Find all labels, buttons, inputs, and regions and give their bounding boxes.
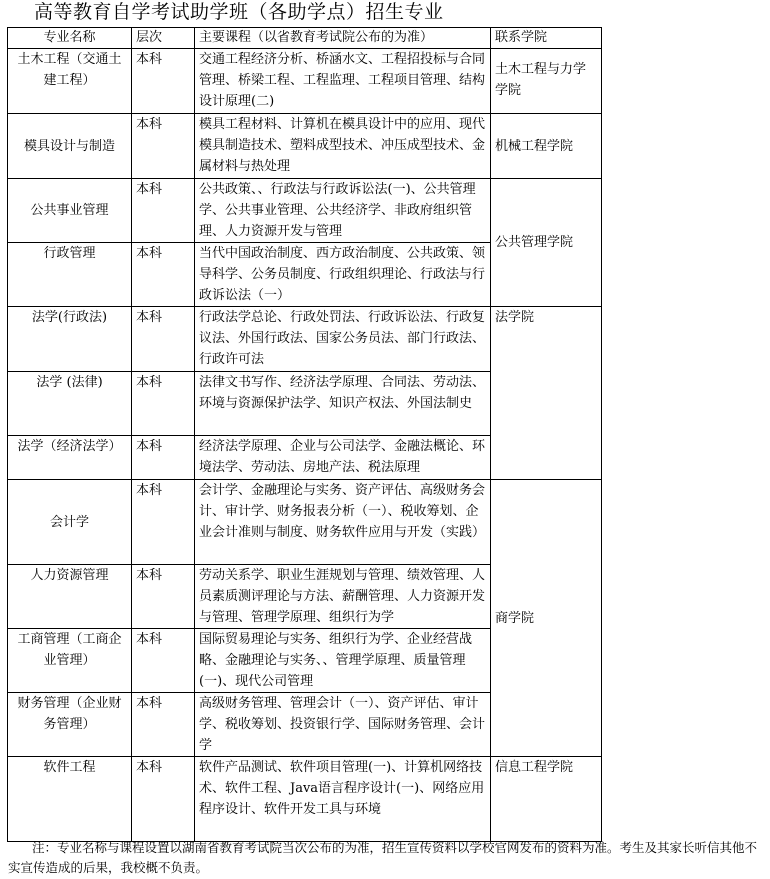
major-name: 法学 (法律) <box>8 372 132 436</box>
header-courses: 主要课程（以省教育考试院公布的为准） <box>195 28 491 49</box>
level: 本科 <box>132 307 195 372</box>
level: 本科 <box>132 49 195 114</box>
college-name: 商学院 <box>491 480 602 757</box>
level: 本科 <box>132 372 195 436</box>
major-name: 人力资源管理 <box>8 565 132 629</box>
header-college: 联系学院 <box>491 28 602 49</box>
table-header-row <box>8 28 602 49</box>
majors-table <box>7 27 602 842</box>
header-major: 专业名称 <box>8 28 132 49</box>
header-level: 层次 <box>132 28 195 49</box>
course-list: 公共政策、、行政法与行政诉讼法(一)、公共管理学、公共事业管理、公共经济学、非政府组织管理、人力资源开发与管理 <box>195 179 491 243</box>
level: 本科 <box>132 693 195 757</box>
major-name: 土木工程（交通土建工程） <box>8 49 132 114</box>
course-list: 当代中国政治制度、西方政治制度、公共政策、领导科学、公务员制度、行政组织理论、行政法与行政诉讼法（一） <box>195 243 491 307</box>
table-row <box>8 49 602 114</box>
major-name: 软件工程 <box>8 757 132 842</box>
level: 本科 <box>132 436 195 480</box>
course-list: 模具工程材料、计算机在模具设计中的应用、现代模具制造技术、塑料成型技术、冲压成型技术、金属材料与热处理 <box>195 114 491 179</box>
major-name: 模具设计与制造 <box>8 114 132 179</box>
college-name: 公共管理学院 <box>491 179 602 307</box>
major-name: 行政管理 <box>8 243 132 307</box>
course-list: 经济法学原理、企业与公司法学、金融法概论、环境法学、劳动法、房地产法、税法原理 <box>195 436 491 480</box>
major-name: 会计学 <box>8 480 132 565</box>
course-list: 行政法学总论、行政处罚法、行政诉讼法、行政复议法、外国行政法、国家公务员法、部门行政法、行政许可法 <box>195 307 491 372</box>
table-row <box>8 480 602 565</box>
major-name: 工商管理（工商企业管理） <box>8 629 132 693</box>
level: 本科 <box>132 629 195 693</box>
level: 本科 <box>132 480 195 565</box>
course-list: 劳动关系学、职业生涯规划与管理、绩效管理、人员素质测评理论与方法、薪酬管理、人力资源开发与管理、管理学原理、组织行为学 <box>195 565 491 629</box>
table-row <box>8 307 602 372</box>
page-title: 高等教育自学考试助学班（各助学点）招生专业 <box>34 1 444 23</box>
level: 本科 <box>132 243 195 307</box>
major-name: 财务管理（企业财务管理） <box>8 693 132 757</box>
college-name: 信息工程学院 <box>491 757 602 842</box>
table-row <box>8 114 602 179</box>
college-name: 机械工程学院 <box>491 114 602 179</box>
level: 本科 <box>132 114 195 179</box>
course-list: 高级财务管理、管理会计（一）、资产评估、审计学、税收筹划、投资银行学、国际财务管理、会计学 <box>195 693 491 757</box>
level: 本科 <box>132 757 195 842</box>
course-list: 法律文书写作、经济法学原理、合同法、劳动法、环境与资源保护法学、知识产权法、外国法制史 <box>195 372 491 436</box>
major-name: 法学(行政法) <box>8 307 132 372</box>
course-list: 国际贸易理论与实务、组织行为学、企业经营战略、金融理论与实务、、管理学原理、质量管理(一)、现代公司管理 <box>195 629 491 693</box>
level: 本科 <box>132 565 195 629</box>
major-name: 法学（经济法学） <box>8 436 132 480</box>
table-row <box>8 757 602 842</box>
college-name: 土木工程与力学学院 <box>491 49 602 114</box>
disclaimer-note: 注：专业名称与课程设置以湖南省教育考试院当次公布的为准，招生宣传资料以学校官网发布的资料为准。考生及其家长听信其他不实宣传造成的后果，我校概不负责。 <box>8 840 758 875</box>
level: 本科 <box>132 179 195 243</box>
college-name: 法学院 <box>491 307 602 480</box>
course-list: 会计学、金融理论与实务、资产评估、高级财务会计、审计学、财务报表分析（一）、税收筹划、企业会计准则与制度、财务软件应用与开发（实践） <box>195 480 491 565</box>
major-name: 公共事业管理 <box>8 179 132 243</box>
course-list: 软件产品测试、软件项目管理(一)、计算机网络技术、软件工程、Java语言程序设计(一)、网络应用程序设计、软件开发工具与环境 <box>195 757 491 842</box>
course-list: 交通工程经济分析、桥涵水文、工程招投标与合同管理、桥梁工程、工程监理、工程项目管理、结构设计原理(二) <box>195 49 491 114</box>
table-row <box>8 179 602 243</box>
